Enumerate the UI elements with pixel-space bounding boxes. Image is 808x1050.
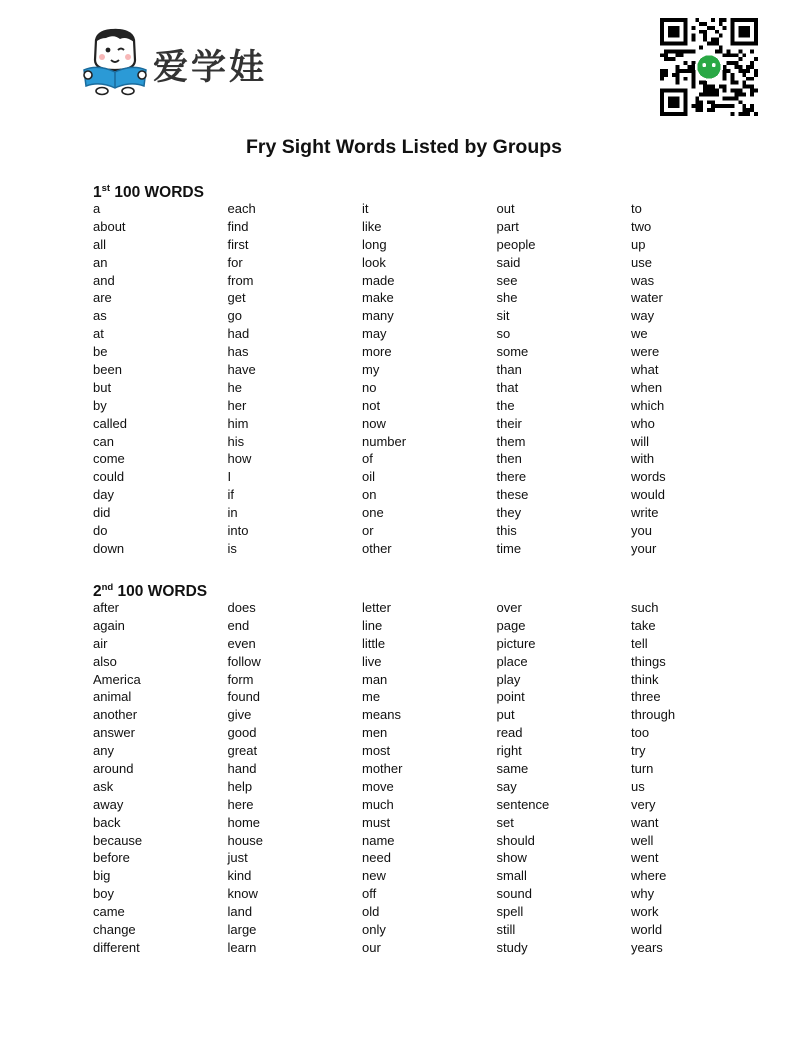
sight-word: land	[227, 904, 253, 920]
sight-word: picture	[496, 635, 536, 651]
word-group-section	[93, 577, 773, 957]
sight-word: before	[93, 850, 130, 866]
sight-word: much	[362, 796, 394, 812]
sight-word: new	[362, 868, 386, 884]
word-column	[631, 200, 766, 558]
sight-word: back	[93, 814, 121, 830]
sight-word: study	[496, 939, 528, 955]
sight-word: do	[93, 523, 108, 539]
sight-word: get	[227, 290, 246, 306]
sight-word: can	[93, 433, 114, 449]
sight-word: all	[93, 236, 107, 252]
sight-word: other	[362, 540, 392, 556]
sight-word: number	[362, 433, 407, 449]
sight-word: boy	[93, 886, 114, 902]
sight-word: through	[631, 707, 676, 723]
sight-word: also	[93, 653, 117, 669]
sight-word: give	[227, 707, 252, 723]
sight-word: may	[362, 326, 387, 342]
sight-word: these	[496, 487, 529, 503]
sight-word: around	[93, 761, 134, 777]
sight-word: it	[362, 201, 369, 216]
sight-word: such	[631, 600, 659, 615]
sight-word: large	[227, 922, 257, 938]
sight-word: kind	[227, 868, 252, 884]
sight-word: could	[93, 469, 125, 485]
sight-word: her	[227, 397, 247, 413]
section-heading: 2nd 100 WORDS	[93, 582, 208, 600]
sight-word: place	[496, 653, 528, 669]
sight-word: see	[496, 272, 518, 288]
sight-word: our	[362, 939, 381, 955]
sight-word: been	[93, 362, 122, 378]
sight-word: who	[631, 415, 655, 431]
sight-word: sit	[496, 308, 510, 324]
sight-word: when	[631, 379, 663, 395]
sight-word: say	[496, 778, 517, 794]
sight-word: letter	[362, 600, 391, 615]
sight-word: went	[631, 850, 659, 866]
sight-word: no	[362, 379, 377, 395]
sight-word: follow	[227, 653, 261, 669]
sight-word: she	[496, 290, 518, 306]
sight-word: tell	[631, 635, 648, 651]
word-column	[362, 599, 497, 957]
sight-word: there	[496, 469, 527, 485]
sight-word: after	[93, 600, 120, 615]
sight-word: with	[631, 451, 655, 467]
reading-child-mascot-icon	[80, 26, 150, 96]
sight-word: people	[496, 236, 536, 252]
sight-word: turn	[631, 761, 654, 777]
sight-word: here	[227, 796, 254, 812]
sight-word: years	[631, 939, 663, 955]
sight-word: move	[362, 778, 394, 794]
sight-word: you	[631, 523, 652, 539]
sight-word: world	[631, 922, 663, 938]
sight-word: right	[496, 743, 522, 759]
sight-word: my	[362, 362, 380, 378]
sight-word: home	[227, 814, 261, 830]
sight-word: this	[496, 523, 517, 539]
sight-word: now	[362, 415, 386, 431]
sight-word: is	[227, 540, 237, 556]
sight-word: many	[362, 308, 394, 324]
sight-word: hand	[227, 761, 257, 777]
sight-word: America	[93, 671, 141, 687]
sight-word: water	[631, 290, 663, 306]
sight-word: up	[631, 236, 646, 252]
word-column	[228, 200, 363, 558]
sight-word: which	[631, 397, 665, 413]
sight-word: or	[362, 523, 374, 539]
sight-word: answer	[93, 725, 135, 741]
sight-word: house	[227, 832, 263, 848]
sight-word: live	[362, 653, 382, 669]
sight-word: made	[362, 272, 395, 288]
sight-word: mother	[362, 761, 403, 777]
sight-word: if	[227, 487, 234, 503]
sight-word: down	[93, 540, 125, 556]
section-heading: 1st 100 WORDS	[93, 183, 204, 201]
sight-word: an	[93, 254, 108, 270]
sight-word: just	[227, 850, 248, 866]
sight-word: need	[362, 850, 391, 866]
sight-word: at	[93, 326, 104, 342]
sight-word: come	[93, 451, 125, 467]
sight-word: their	[496, 415, 522, 431]
sight-word: were	[631, 344, 660, 360]
word-grid	[93, 200, 773, 558]
sight-word: set	[496, 814, 514, 830]
sight-word: take	[631, 617, 656, 633]
sight-word: each	[227, 201, 256, 216]
sight-word: why	[631, 886, 655, 902]
sight-word: him	[227, 415, 249, 431]
sight-word: find	[227, 218, 249, 234]
sight-word: small	[496, 868, 527, 884]
sight-word: first	[227, 236, 249, 252]
sight-word: day	[93, 487, 114, 503]
sight-word: again	[93, 617, 125, 633]
sight-word: go	[227, 308, 242, 324]
sight-word: because	[93, 832, 143, 848]
sight-word: called	[93, 415, 127, 431]
word-column	[631, 599, 766, 957]
sight-word: man	[362, 671, 388, 687]
sight-word: still	[496, 922, 516, 938]
sight-word: air	[93, 635, 108, 651]
sight-word: said	[496, 254, 521, 270]
sight-word: of	[362, 451, 373, 467]
sight-word: three	[631, 689, 661, 705]
document-title: Fry Sight Words Listed by Groups	[246, 136, 562, 158]
sight-word: was	[631, 272, 655, 288]
sight-word: I	[227, 469, 232, 485]
sight-word: part	[496, 218, 519, 234]
sight-word: came	[93, 904, 125, 920]
sight-word: try	[631, 743, 646, 759]
sight-word: great	[227, 743, 258, 759]
sight-word: point	[496, 689, 525, 705]
sight-word: must	[362, 814, 391, 830]
sight-word: any	[93, 743, 114, 759]
sight-word: off	[362, 886, 377, 902]
sight-word: they	[496, 505, 522, 521]
sight-word: most	[362, 743, 391, 759]
sight-word: from	[227, 272, 254, 288]
sight-word: would	[631, 487, 665, 503]
sight-word: show	[496, 850, 527, 866]
sight-word: than	[496, 362, 522, 378]
sight-word: to	[631, 201, 642, 216]
sight-word: like	[362, 218, 382, 234]
sight-word: but	[93, 379, 112, 395]
sight-word: work	[631, 904, 659, 920]
sight-word: how	[227, 451, 252, 467]
sight-word: have	[227, 362, 256, 378]
sight-word: look	[362, 254, 386, 270]
sight-word: spell	[496, 904, 524, 920]
sight-word: men	[362, 725, 388, 741]
sight-word: will	[631, 433, 650, 449]
sight-word: good	[227, 725, 257, 741]
sight-word: long	[362, 236, 387, 252]
sight-word: them	[496, 433, 526, 449]
sight-word: one	[362, 505, 384, 521]
sight-word: what	[631, 362, 659, 378]
wechat-qr-code-icon	[660, 18, 758, 116]
sight-word: the	[496, 397, 515, 413]
sight-word: want	[631, 814, 659, 830]
sight-word: we	[631, 326, 648, 342]
word-column	[93, 599, 228, 957]
sight-word: his	[227, 433, 245, 449]
word-grid	[93, 599, 773, 957]
sight-word: about	[93, 218, 126, 234]
sight-word: line	[362, 617, 383, 633]
sight-word: page	[496, 617, 526, 633]
sight-word: a	[93, 201, 101, 216]
sight-word: over	[496, 600, 522, 615]
sight-word: on	[362, 487, 377, 503]
word-column	[93, 200, 228, 558]
word-group-section	[93, 178, 773, 558]
sight-word: form	[227, 671, 254, 687]
sight-word: then	[496, 451, 522, 467]
sight-word: big	[93, 868, 111, 884]
word-column	[497, 599, 632, 957]
sight-word: sound	[496, 886, 532, 902]
sight-word: he	[227, 379, 242, 395]
brand-name: 爱学娃	[153, 48, 268, 88]
sight-word: not	[362, 397, 381, 413]
word-column	[362, 200, 497, 558]
sight-word: read	[496, 725, 523, 741]
sight-word: had	[227, 326, 250, 342]
sight-word: and	[93, 272, 115, 288]
sight-word: are	[93, 290, 112, 306]
sight-word: does	[227, 600, 256, 615]
sight-word: sentence	[496, 796, 550, 812]
sight-word: as	[93, 308, 107, 324]
sight-word: should	[496, 832, 535, 848]
sight-word: learn	[227, 939, 257, 955]
sight-word: old	[362, 904, 380, 920]
sight-word: more	[362, 344, 392, 360]
sight-word: make	[362, 290, 394, 306]
sight-word: means	[362, 707, 402, 723]
sight-word: oil	[362, 469, 376, 485]
sight-word: name	[362, 832, 395, 848]
sight-word: us	[631, 778, 645, 794]
sight-word: change	[93, 922, 136, 938]
sight-word: play	[496, 671, 521, 687]
sight-word: same	[496, 761, 529, 777]
sight-word: little	[362, 635, 386, 651]
sight-word: where	[631, 868, 667, 884]
sight-word: ask	[93, 778, 114, 794]
sight-word: even	[227, 635, 256, 651]
sight-word: another	[93, 707, 138, 723]
sight-word: some	[496, 344, 529, 360]
sight-word: found	[227, 689, 261, 705]
sight-word: in	[227, 505, 238, 521]
sight-word: think	[631, 671, 659, 687]
sight-word: away	[93, 796, 124, 812]
sight-word: two	[631, 218, 652, 234]
sight-word: help	[227, 778, 253, 794]
sight-word: very	[631, 796, 656, 812]
sight-word: use	[631, 254, 652, 270]
sight-word: write	[631, 505, 659, 521]
sight-word: words	[631, 469, 666, 485]
sight-word: only	[362, 922, 386, 938]
sight-word: into	[227, 523, 249, 539]
sight-word: out	[496, 201, 515, 216]
sight-word: know	[227, 886, 258, 902]
sight-word: be	[93, 344, 108, 360]
sight-word: that	[496, 379, 519, 395]
sight-word: animal	[93, 689, 132, 705]
sight-word: time	[496, 540, 522, 556]
sight-word: for	[227, 254, 243, 270]
sight-word: way	[631, 308, 655, 324]
sight-word: has	[227, 344, 249, 360]
word-column	[228, 599, 363, 957]
sight-word: different	[93, 939, 140, 955]
word-column	[497, 200, 632, 558]
sight-word: your	[631, 540, 657, 556]
sight-word: too	[631, 725, 650, 741]
sight-word: by	[93, 397, 107, 413]
sight-word: put	[496, 707, 515, 723]
sight-word: well	[631, 832, 654, 848]
sight-word: did	[93, 505, 111, 521]
sight-word: so	[496, 326, 511, 342]
sight-word: end	[227, 617, 250, 633]
sight-word: me	[362, 689, 381, 705]
sight-word: things	[631, 653, 666, 669]
